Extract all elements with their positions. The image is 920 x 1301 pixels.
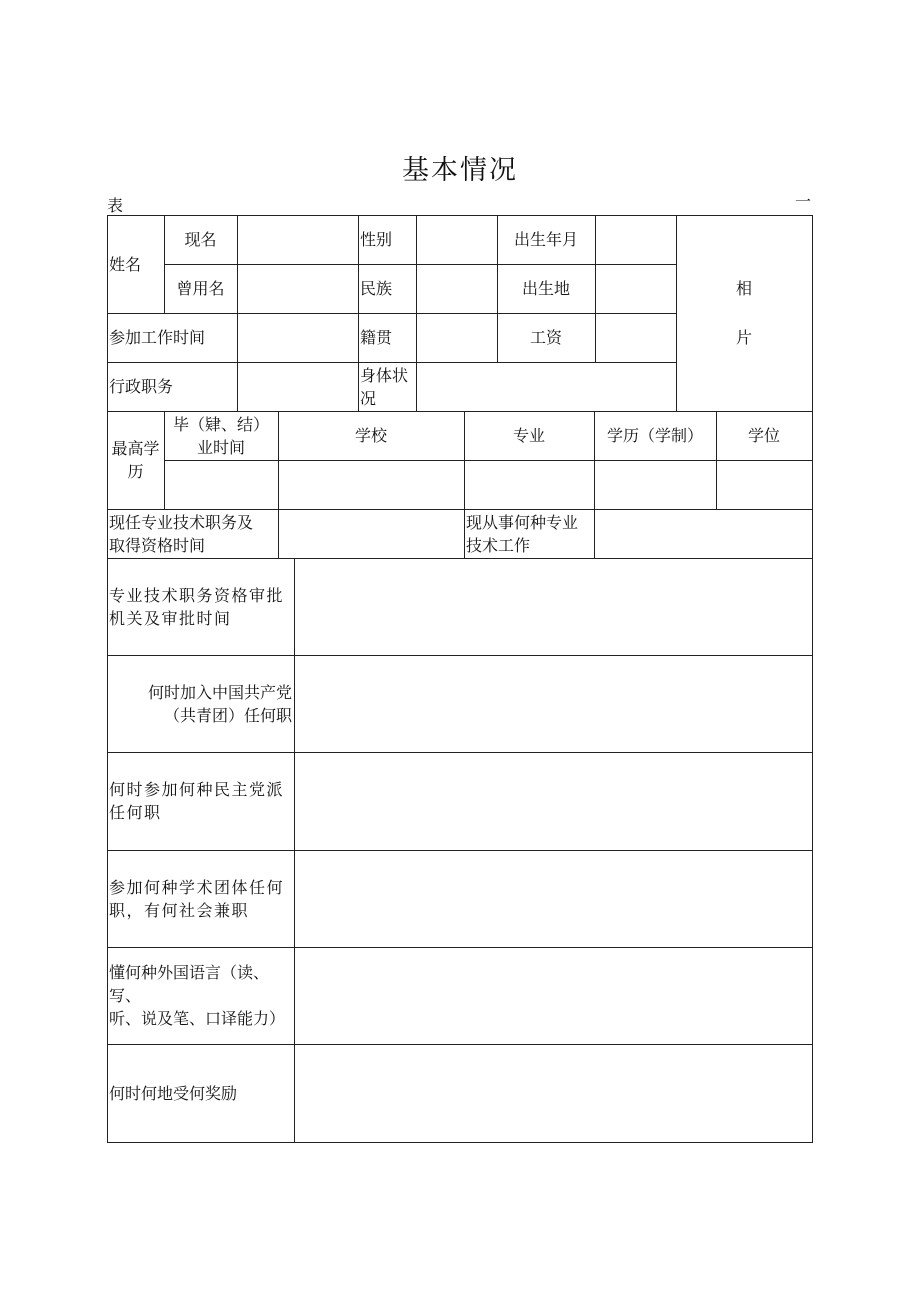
graduation-time-input[interactable] (164, 460, 278, 509)
professional-title-input[interactable] (278, 509, 464, 558)
label-salary: 工资 (529, 328, 562, 347)
label-prof-field-line2: 技术工作 (466, 535, 531, 555)
label-native-place: 籍贯 (360, 328, 393, 347)
academic-groups-input[interactable] (294, 850, 812, 947)
label-language-line2: 听、说及笔、口译能力） (109, 1009, 286, 1028)
label-prof-title-line2: 取得资格时间 (109, 535, 206, 555)
label-birth-date: 出生年月 (513, 230, 578, 249)
table-label-left: 表 (107, 196, 124, 215)
label-party-line1: 何时加入中国共产党 (147, 682, 292, 702)
label-highest-education (107, 411, 164, 509)
label-professional-title (107, 509, 278, 558)
label-prof-title-line1: 现任专业技术职务及 (109, 512, 254, 532)
label-qualification-approval (107, 558, 294, 655)
label-education-line2: 历 (127, 462, 144, 481)
label-democratic-line2: 任何职 (109, 803, 162, 822)
school-input[interactable] (278, 460, 464, 509)
work-start-input[interactable] (237, 313, 358, 362)
label-democratic-party (107, 752, 294, 850)
label-name: 姓名 (109, 255, 142, 274)
democratic-party-input[interactable] (294, 752, 812, 850)
label-health-line1: 身体状 (360, 365, 409, 385)
label-academic-groups (107, 850, 294, 947)
photo-label-line2: 片 (735, 328, 752, 347)
major-input[interactable] (464, 460, 594, 509)
label-prof-field-line1: 现从事何种专业 (466, 512, 579, 532)
label-academic-degree: 学位 (747, 426, 780, 445)
admin-position-input[interactable] (237, 362, 358, 411)
label-approval-line1: 专业技术职务资格审批 (109, 585, 285, 605)
birth-date-input[interactable] (595, 215, 676, 264)
label-education-line1: 最高学 (111, 439, 160, 458)
label-graduation-time (164, 411, 278, 460)
academic-degree-input[interactable] (716, 460, 812, 509)
label-current-name: 现名 (184, 230, 217, 249)
label-health (358, 362, 416, 411)
former-name-input[interactable] (237, 264, 358, 313)
photo-label-line1: 相 (735, 279, 752, 298)
health-input[interactable] (416, 362, 676, 411)
label-ethnicity: 民族 (360, 279, 393, 298)
gender-input[interactable] (416, 215, 497, 264)
table-label-right: 一 (795, 192, 812, 211)
label-academic-line2: 职，有何社会兼职 (109, 900, 250, 920)
label-party-membership (107, 655, 294, 752)
label-party-line2: （共青团）任何职 (163, 705, 292, 725)
native-place-input[interactable] (416, 313, 497, 362)
label-health-line2: 况 (360, 388, 377, 408)
label-approval-line2: 机关及审批时间 (109, 608, 232, 628)
professional-field-input[interactable] (594, 509, 812, 558)
photo-box (676, 215, 812, 411)
current-name-input[interactable] (237, 215, 358, 264)
salary-input[interactable] (595, 313, 676, 362)
foreign-languages-input[interactable] (294, 947, 812, 1044)
label-degree-years: 学历（学制） (606, 426, 703, 445)
label-major: 专业 (512, 426, 545, 445)
party-membership-input[interactable] (294, 655, 812, 752)
ethnicity-input[interactable] (416, 264, 497, 313)
label-academic-line1: 参加何种学术团体任何 (109, 877, 285, 897)
label-former-name: 曾用名 (176, 279, 225, 298)
label-grad-line1: 毕（肄、结） (172, 414, 269, 434)
label-admin-position: 行政职务 (109, 377, 174, 396)
label-birthplace: 出生地 (521, 279, 570, 298)
label-school: 学校 (354, 426, 387, 445)
label-gender: 性别 (360, 230, 393, 249)
qualification-approval-input[interactable] (294, 558, 812, 655)
label-democratic-line1: 何时参加何种民主党派 (109, 780, 285, 799)
label-work-start: 参加工作时间 (109, 328, 206, 347)
page-title: 基本情况 (402, 155, 518, 186)
label-language-line1: 懂何种外国语言（读、写、 (109, 963, 270, 1005)
label-awards: 何时何地受何奖励 (109, 1083, 238, 1103)
birthplace-input[interactable] (595, 264, 676, 313)
label-foreign-languages (107, 947, 294, 1044)
label-professional-field (464, 509, 594, 558)
awards-input[interactable] (294, 1044, 812, 1142)
label-grad-line2: 业时间 (196, 437, 245, 457)
degree-years-input[interactable] (594, 460, 716, 509)
